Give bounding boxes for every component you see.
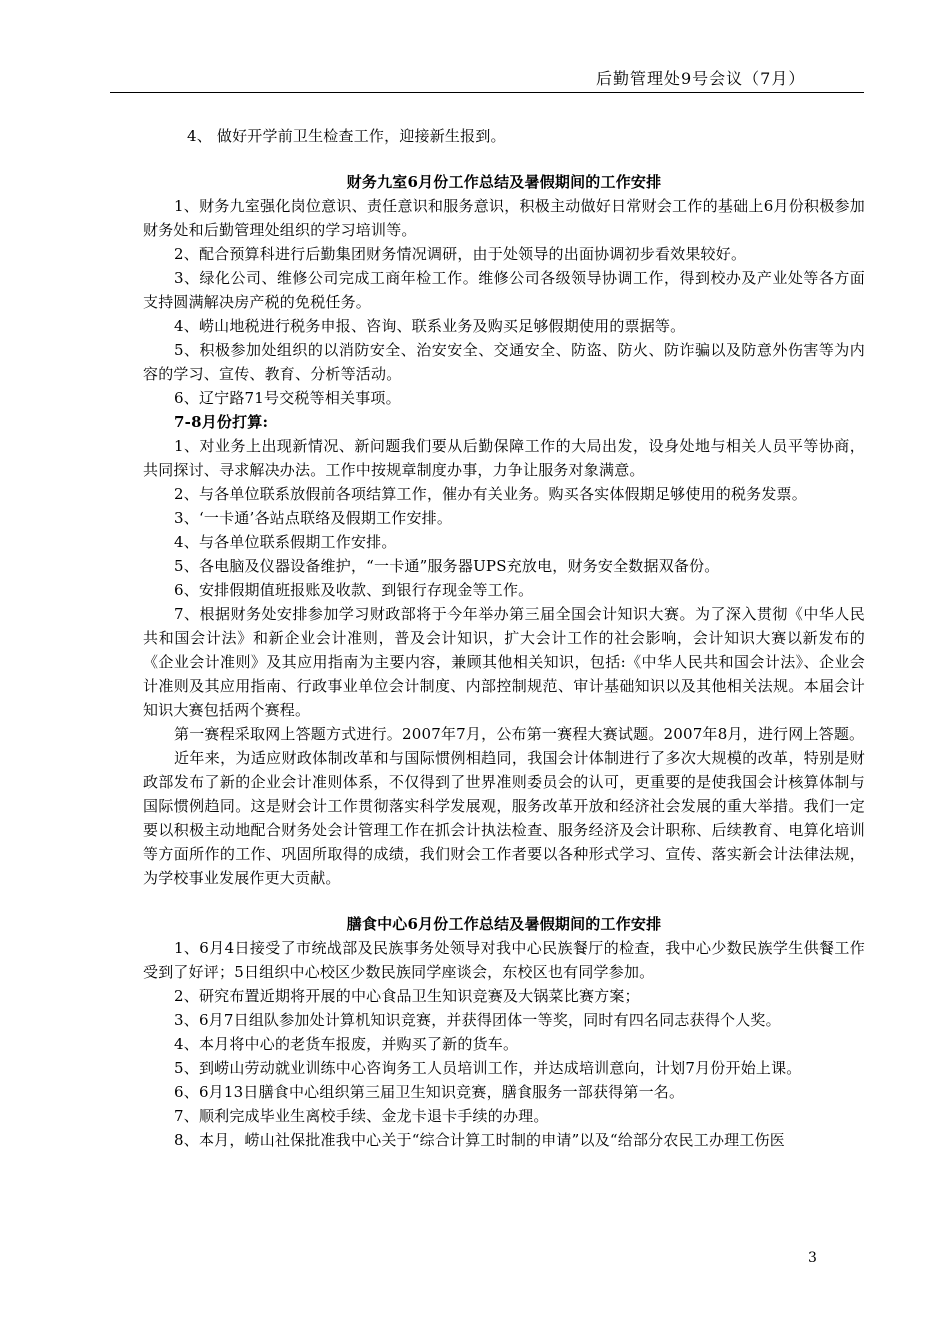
finance-item: 3、绿化公司、维修公司完成工商年检工作。维修公司各级领导协调工作，得到校办及产业处等各方面支持圆满解决房产税的免税任务。: [143, 269, 865, 311]
finance-plan-item: 近年来，为适应财政体制改革和与国际惯例相趋同，我国会计体制进行了多次大规模的改革，特别是财政部发布了新的企业会计准则体系，不仅得到了世界准则委员会的认可，更重要的是使我国会计核算体制与国际惯例趋同。这是财会计工作贯彻落实科学发展观，服务改革开放和经济社会发展的重大举措。我们一定要以积极主动地配合财务处会计管理工作在抓会计执法检查、服务经济及会计职称、后续教育、电算化培训等方面所作的工作、巩固所取得的成绩，我们财会工作者要以各种形式学习、宣传、落实新会计法律法规，为学校事业发展作更大贡献。: [143, 749, 865, 887]
finance-plan-item: 3、‘一卡通’各站点联络及假期工作安排。: [174, 509, 453, 527]
finance-plan-item: 6、安排假期值班报账及收款、到银行存现金等工作。: [174, 581, 534, 599]
canteen-item: 4、本月将中心的老货车报废，并购买了新的货车。: [174, 1035, 519, 1053]
canteen-item: 5、到崂山劳动就业训练中心咨询务工人员培训工作，并达成培训意向，计划7月份开始上课。: [174, 1059, 802, 1077]
canteen-section-title: 膳食中心6月份工作总结及暑假期间的工作安排: [346, 915, 662, 933]
finance-plan-item: 2、与各单位联系放假前各项结算工作，催办有关业务。购买各实体假期足够使用的税务发票。: [174, 485, 807, 503]
page-header: 后勤管理处9号会议（7月）: [596, 69, 806, 88]
finance-plan-item: 4、与各单位联系假期工作安排。: [174, 533, 397, 551]
spacer: [143, 148, 865, 170]
finance-item: 5、积极参加处组织的以消防安全、治安安全、交通安全、防盗、防火、防诈骗以及防意外伤害等为内容的学习、宣传、教育、分析等活动。: [143, 341, 865, 383]
spacer: [143, 890, 865, 912]
finance-plan-item: 5、各电脑及仪器设备维护，“一卡通”服务器UPS充放电，财务安全数据双备份。: [174, 557, 720, 575]
canteen-item: 1、6月4日接受了市统战部及民族事务处领导对我中心民族餐厅的检查，我中心少数民族学生供餐工作受到了好评；5日组织中心校区少数民族同学座谈会，东校区也有同学参加。: [143, 939, 865, 981]
intro-item: 4、 做好开学前卫生检查工作，迎接新生报到。: [187, 127, 506, 145]
canteen-item: 8、本月，崂山社保批准我中心关于“综合计算工时制的申请”以及“给部分农民工办理工伤医: [174, 1131, 785, 1149]
canteen-item: 6、6月13日膳食中心组织第三届卫生知识竞赛，膳食服务一部获得第一名。: [174, 1083, 685, 1101]
page-number: 3: [808, 1250, 817, 1266]
finance-plan-item: 第一赛程采取网上答题方式进行。2007年7月，公布第一赛程大赛试题。2007年8月，进行网上答题。: [174, 725, 865, 743]
canteen-item: 7、顺利完成毕业生离校手续、金龙卡退卡手续的办理。: [174, 1107, 549, 1125]
canteen-item: 3、6月7日组队参加处计算机知识竞赛，并获得团体一等奖，同时有四名同志获得个人奖。: [174, 1011, 781, 1029]
finance-item: 6、辽宁路71号交税等相关事项。: [174, 389, 401, 407]
finance-item: 4、崂山地税进行税务申报、咨询、联系业务及购买足够假期使用的票据等。: [174, 317, 686, 335]
finance-item: 1、财务九室强化岗位意识、责任意识和服务意识，积极主动做好日常财会工作的基础上6月份积极参加财务处和后勤管理处组织的学习培训等。: [143, 197, 865, 239]
finance-plan-item: 1、对业务上出现新情况、新问题我们要从后勤保障工作的大局出发，设身处地与相关人员平等协商，共同探讨、寻求解决办法。工作中按规章制度办事，力争让服务对象满意。: [143, 437, 865, 479]
finance-plan-heading: 7-8月份打算:: [174, 413, 269, 431]
finance-item: 2、配合预算科进行后勤集团财务情况调研，由于处领导的出面协调初步看效果较好。: [174, 245, 747, 263]
finance-plan-item: 7、根据财务处安排参加学习财政部将于今年举办第三届全国会计知识大赛。为了深入贯彻《中华人民共和国会计法》和新企业会计准则，普及会计知识，扩大会计工作的社会影响，会计知识大赛以新发布的《企业会计准则》及其应用指南为主要内容，兼顾其他相关知识，包括:《中华人民共和国会计法》、企业会计准则及其应用指南、行政事业单位会计制度、内部控制规范、审计基础知识以及其他相关法规。本届会计知识大赛包括两个赛程。: [143, 605, 865, 719]
finance-section-title: 财务九室6月份工作总结及暑假期间的工作安排: [346, 173, 662, 191]
canteen-item: 2、研究布置近期将开展的中心食品卫生知识竞赛及大锅菜比赛方案；: [174, 987, 640, 1005]
header-rule: [110, 92, 864, 93]
document-body: [143, 124, 865, 1152]
